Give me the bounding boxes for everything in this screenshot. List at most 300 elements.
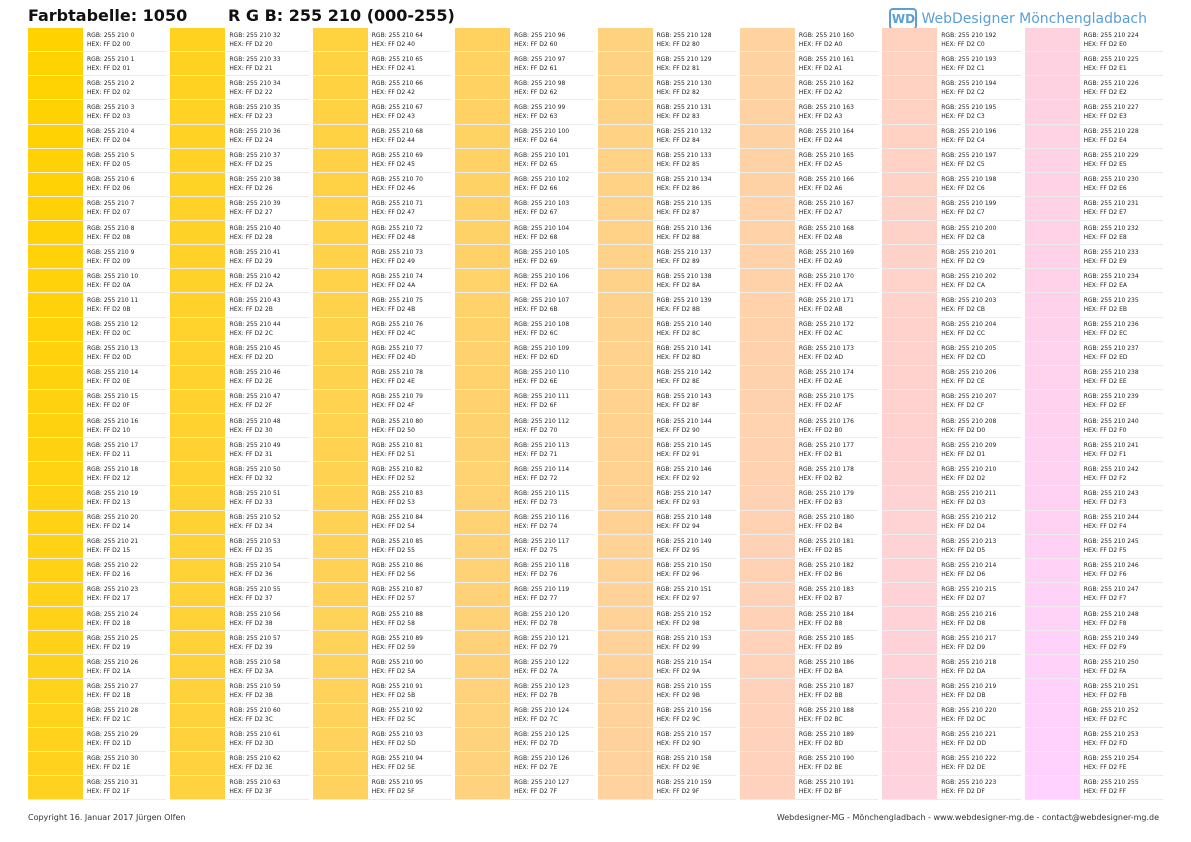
color-swatch [170, 245, 225, 268]
color-entry [313, 607, 451, 631]
color-entry [598, 28, 736, 52]
hex-value: HEX: FF D2 17 [87, 595, 131, 603]
rgb-value: RGB: 255 210 50 [229, 465, 281, 473]
rgb-value: RGB: 255 210 234 [1083, 272, 1139, 280]
color-swatch [882, 366, 937, 389]
hex-value: HEX: FF D2 2F [229, 402, 273, 410]
color-entry [1025, 776, 1163, 800]
hex-value: HEX: FF D2 72 [514, 474, 558, 482]
color-entry [740, 245, 878, 269]
color-swatch [170, 607, 225, 630]
hex-value: HEX: FF D2 03 [87, 112, 131, 120]
color-entry [882, 438, 1020, 462]
color-entry [882, 28, 1020, 52]
hex-value: HEX: FF D2 A3 [798, 112, 843, 120]
rgb-value: RGB: 255 210 214 [941, 562, 997, 570]
hex-value: HEX: FF D2 30 [229, 426, 273, 434]
color-swatch [882, 125, 937, 148]
rgb-value: RGB: 255 210 155 [656, 682, 712, 690]
hex-value: HEX: FF D2 40 [371, 40, 415, 48]
color-entry [740, 511, 878, 535]
color-swatch [455, 414, 510, 437]
rgb-value: RGB: 255 210 117 [514, 538, 570, 546]
hex-value: HEX: FF D2 47 [371, 209, 415, 217]
hex-value: HEX: FF D2 13 [87, 498, 131, 506]
color-entry [455, 76, 593, 100]
hex-value: HEX: FF D2 D5 [941, 547, 986, 555]
hex-value: HEX: FF D2 DF [941, 788, 985, 796]
hex-value: HEX: FF D2 B0 [798, 426, 843, 434]
color-swatch [313, 583, 368, 606]
rgb-value: RGB: 255 210 88 [371, 610, 423, 618]
rgb-value: RGB: 255 210 220 [941, 707, 997, 715]
hex-value: HEX: FF D2 C7 [941, 209, 985, 217]
color-entry [1025, 125, 1163, 149]
color-swatch [598, 607, 653, 630]
color-entry [740, 269, 878, 293]
color-swatch [170, 100, 225, 123]
rgb-value: RGB: 255 210 226 [1083, 79, 1139, 87]
rgb-value: RGB: 255 210 2 [87, 79, 135, 87]
color-swatch [598, 776, 653, 799]
color-entry [740, 752, 878, 776]
hex-value: HEX: FF D2 B4 [798, 523, 843, 531]
color-entry [882, 197, 1020, 221]
rgb-value: RGB: 255 210 159 [656, 779, 712, 787]
rgb-value: RGB: 255 210 6 [87, 176, 135, 184]
hex-value: HEX: FF D2 9E [656, 764, 700, 772]
color-swatch [28, 655, 83, 678]
color-swatch [598, 197, 653, 220]
color-entry [1025, 535, 1163, 559]
hex-value: HEX: FF D2 35 [229, 547, 273, 555]
rgb-value: RGB: 255 210 19 [87, 489, 139, 497]
color-entry [1025, 197, 1163, 221]
hex-value: HEX: FF D2 3D [229, 740, 274, 748]
color-entry [313, 631, 451, 655]
rgb-value: RGB: 255 210 250 [1083, 658, 1139, 666]
color-entry [1025, 728, 1163, 752]
color-swatch [28, 149, 83, 172]
hex-value: HEX: FF D2 AF [798, 402, 842, 410]
hex-value: HEX: FF D2 A6 [798, 185, 843, 193]
color-swatch [455, 559, 510, 582]
color-entry [28, 245, 166, 269]
rgb-value: RGB: 255 210 22 [87, 562, 139, 570]
rgb-value: RGB: 255 210 225 [1083, 55, 1139, 63]
color-swatch [598, 100, 653, 123]
rgb-value: RGB: 255 210 239 [1083, 393, 1139, 401]
rgb-value: RGB: 255 210 222 [941, 755, 997, 763]
color-entry [28, 631, 166, 655]
rgb-value: RGB: 255 210 243 [1083, 489, 1139, 497]
rgb-value: RGB: 255 210 8 [87, 224, 135, 232]
hex-value: HEX: FF D2 6C [514, 330, 558, 338]
color-entry [313, 752, 451, 776]
color-swatch [740, 414, 795, 437]
hex-value: HEX: FF D2 5D [371, 740, 416, 748]
color-entry [740, 197, 878, 221]
color-swatch [740, 293, 795, 316]
rgb-value: RGB: 255 210 240 [1083, 417, 1139, 425]
color-entry [598, 511, 736, 535]
color-entry [28, 486, 166, 510]
color-swatch [455, 704, 510, 727]
color-entry [28, 679, 166, 703]
color-column [1025, 28, 1163, 800]
color-swatch [313, 76, 368, 99]
color-swatch [1025, 173, 1080, 196]
rgb-value: RGB: 255 210 174 [798, 369, 854, 377]
hex-value: HEX: FF D2 D8 [941, 619, 986, 627]
color-swatch [740, 318, 795, 341]
hex-value: HEX: FF D2 3C [229, 716, 273, 724]
color-entry [170, 125, 308, 149]
hex-value: HEX: FF D2 ED [1083, 354, 1128, 362]
color-entry [313, 655, 451, 679]
hex-value: HEX: FF D2 F7 [1083, 595, 1127, 603]
color-swatch [598, 52, 653, 75]
color-swatch [170, 390, 225, 413]
color-entry [455, 631, 593, 655]
hex-value: HEX: FF D2 C9 [941, 257, 985, 265]
rgb-value: RGB: 255 210 70 [371, 176, 423, 184]
hex-value: HEX: FF D2 1F [87, 788, 130, 796]
rgb-value: RGB: 255 210 151 [656, 586, 712, 594]
rgb-value: RGB: 255 210 96 [514, 31, 566, 39]
hex-value: HEX: FF D2 5F [371, 788, 415, 796]
color-swatch [170, 776, 225, 799]
hex-value: HEX: FF D2 02 [87, 88, 131, 96]
color-swatch [1025, 752, 1080, 775]
hex-value: HEX: FF D2 D3 [941, 498, 986, 506]
rgb-value: RGB: 255 210 4 [87, 128, 135, 136]
color-entry [1025, 511, 1163, 535]
rgb-value: RGB: 255 210 177 [798, 441, 854, 449]
hex-value: HEX: FF D2 14 [87, 523, 131, 531]
rgb-value: RGB: 255 210 165 [798, 152, 854, 160]
rgb-value: RGB: 255 210 104 [514, 224, 570, 232]
color-swatch [598, 245, 653, 268]
color-swatch [455, 173, 510, 196]
color-entry [1025, 607, 1163, 631]
color-entry [1025, 655, 1163, 679]
hex-value: HEX: FF D2 56 [371, 571, 415, 579]
color-entry [28, 125, 166, 149]
color-column [455, 28, 593, 800]
color-entry [313, 173, 451, 197]
color-swatch [598, 318, 653, 341]
rgb-value: RGB: 255 210 194 [941, 79, 997, 87]
color-entry [28, 221, 166, 245]
color-entry [455, 583, 593, 607]
hex-value: HEX: FF D2 7B [514, 691, 558, 699]
color-swatch [1025, 366, 1080, 389]
hex-value: HEX: FF D2 F2 [1083, 474, 1127, 482]
hex-value: HEX: FF D2 FD [1083, 740, 1128, 748]
color-entry [170, 607, 308, 631]
color-entry [313, 342, 451, 366]
color-swatch [882, 76, 937, 99]
rgb-value: RGB: 255 210 138 [656, 272, 712, 280]
color-swatch [598, 535, 653, 558]
rgb-value: RGB: 255 210 152 [656, 610, 712, 618]
color-swatch [598, 173, 653, 196]
color-entry [170, 776, 308, 800]
color-entry [170, 679, 308, 703]
rgb-value: RGB: 255 210 200 [941, 224, 997, 232]
color-swatch [598, 149, 653, 172]
color-swatch [455, 100, 510, 123]
rgb-value: RGB: 255 210 216 [941, 610, 997, 618]
hex-value: HEX: FF D2 48 [371, 233, 415, 241]
color-swatch [455, 607, 510, 630]
rgb-value: RGB: 255 210 37 [229, 152, 281, 160]
color-entry [455, 390, 593, 414]
color-swatch [882, 149, 937, 172]
color-entry [1025, 269, 1163, 293]
color-entry [740, 149, 878, 173]
color-entry [598, 583, 736, 607]
rgb-value: RGB: 255 210 99 [514, 103, 566, 111]
hex-value: HEX: FF D2 E1 [1083, 64, 1127, 72]
color-swatch [882, 197, 937, 220]
color-swatch [882, 293, 937, 316]
rgb-value: RGB: 255 210 77 [371, 345, 423, 353]
color-swatch [882, 704, 937, 727]
rgb-value: RGB: 255 210 196 [941, 128, 997, 136]
color-swatch [1025, 655, 1080, 678]
footer-credits: Webdesigner-MG - Mönchengladbach - www.webdesigner-mg.de - contact@webdesigner-mg.de [776, 813, 1159, 822]
logo-mark-icon: WD [889, 8, 917, 30]
hex-value: HEX: FF D2 4A [371, 281, 416, 289]
color-swatch [28, 462, 83, 485]
color-entry [740, 679, 878, 703]
rgb-value: RGB: 255 210 64 [371, 31, 423, 39]
rgb-value: RGB: 255 210 67 [371, 103, 423, 111]
rgb-value: RGB: 255 210 66 [371, 79, 423, 87]
hex-value: HEX: FF D2 B7 [798, 595, 843, 603]
rgb-value: RGB: 255 210 81 [371, 441, 423, 449]
hex-value: HEX: FF D2 50 [371, 426, 415, 434]
hex-value: HEX: FF D2 61 [514, 64, 558, 72]
color-entry [1025, 342, 1163, 366]
hex-value: HEX: FF D2 A7 [798, 209, 843, 217]
rgb-value: RGB: 255 210 255 [1083, 779, 1139, 787]
hex-value: HEX: FF D2 3A [229, 667, 273, 675]
rgb-value: RGB: 255 210 53 [229, 538, 281, 546]
hex-value: HEX: FF D2 DE [941, 764, 986, 772]
rgb-value: RGB: 255 210 129 [656, 55, 712, 63]
color-entry [740, 173, 878, 197]
color-entry [170, 462, 308, 486]
color-swatch [313, 197, 368, 220]
color-column [170, 28, 308, 800]
rgb-value: RGB: 255 210 224 [1083, 31, 1139, 39]
color-column [313, 28, 451, 800]
rgb-value: RGB: 255 210 116 [514, 514, 570, 522]
color-swatch [1025, 342, 1080, 365]
rgb-value: RGB: 255 210 41 [229, 248, 281, 256]
rgb-value: RGB: 255 210 210 [941, 465, 997, 473]
hex-value: HEX: FF D2 EE [1083, 378, 1127, 386]
rgb-value: RGB: 255 210 170 [798, 272, 854, 280]
hex-value: HEX: FF D2 1D [87, 740, 131, 748]
rgb-value: RGB: 255 210 49 [229, 441, 281, 449]
rgb-value: RGB: 255 210 157 [656, 731, 712, 739]
color-swatch [170, 342, 225, 365]
logo-text: WebDesigner Mönchengladbach [921, 11, 1147, 27]
color-swatch [170, 704, 225, 727]
color-entry [740, 631, 878, 655]
hex-value: HEX: FF D2 60 [514, 40, 558, 48]
rgb-value: RGB: 255 210 30 [87, 755, 139, 763]
rgb-value: RGB: 255 210 33 [229, 55, 281, 63]
color-entry [882, 559, 1020, 583]
hex-value: HEX: FF D2 4B [371, 305, 416, 313]
color-entry [740, 414, 878, 438]
color-entry [1025, 173, 1163, 197]
page-title: Farbtabelle: 1050 [28, 6, 188, 25]
color-swatch [28, 366, 83, 389]
color-entry [455, 269, 593, 293]
color-entry [740, 776, 878, 800]
color-swatch [882, 245, 937, 268]
color-entry [740, 318, 878, 342]
hex-value: HEX: FF D2 45 [371, 161, 415, 169]
color-swatch [598, 655, 653, 678]
hex-value: HEX: FF D2 95 [656, 547, 700, 555]
color-swatch [313, 704, 368, 727]
rgb-value: RGB: 255 210 87 [371, 586, 423, 594]
color-entry [740, 728, 878, 752]
color-entry [882, 486, 1020, 510]
color-swatch [1025, 631, 1080, 654]
hex-value: HEX: FF D2 B3 [798, 498, 843, 506]
color-swatch [313, 414, 368, 437]
hex-value: HEX: FF D2 83 [656, 112, 700, 120]
rgb-value: RGB: 255 210 5 [87, 152, 135, 160]
color-swatch [598, 752, 653, 775]
color-entry [313, 28, 451, 52]
hex-value: HEX: FF D2 B9 [798, 643, 843, 651]
color-swatch [455, 728, 510, 751]
color-entry [598, 728, 736, 752]
color-swatch [170, 414, 225, 437]
color-swatch [598, 486, 653, 509]
rgb-value: RGB: 255 210 251 [1083, 682, 1139, 690]
hex-value: HEX: FF D2 44 [371, 137, 415, 145]
color-entry [455, 752, 593, 776]
color-swatch [455, 293, 510, 316]
hex-value: HEX: FF D2 D4 [941, 523, 986, 531]
rgb-value: RGB: 255 210 150 [656, 562, 712, 570]
hex-value: HEX: FF D2 87 [656, 209, 700, 217]
hex-value: HEX: FF D2 EA [1083, 281, 1128, 289]
color-swatch [28, 269, 83, 292]
rgb-value: RGB: 255 210 133 [656, 152, 712, 160]
rgb-value: RGB: 255 210 118 [514, 562, 570, 570]
color-entry [598, 269, 736, 293]
color-swatch [1025, 704, 1080, 727]
rgb-value: RGB: 255 210 98 [514, 79, 566, 87]
color-swatch [740, 173, 795, 196]
color-entry [598, 390, 736, 414]
color-entry [598, 414, 736, 438]
color-entry [313, 318, 451, 342]
hex-value: HEX: FF D2 DB [941, 691, 986, 699]
color-swatch [740, 655, 795, 678]
color-entry [313, 559, 451, 583]
hex-value: HEX: FF D2 F1 [1083, 450, 1127, 458]
color-entry [740, 438, 878, 462]
hex-value: HEX: FF D2 71 [514, 450, 558, 458]
rgb-value: RGB: 255 210 208 [941, 417, 997, 425]
hex-value: HEX: FF D2 33 [229, 498, 273, 506]
color-entry [28, 704, 166, 728]
color-swatch [455, 221, 510, 244]
rgb-value: RGB: 255 210 97 [514, 55, 566, 63]
rgb-value: RGB: 255 210 11 [87, 296, 139, 304]
color-entry [1025, 438, 1163, 462]
rgb-value: RGB: 255 210 147 [656, 489, 712, 497]
color-swatch [740, 728, 795, 751]
color-swatch [170, 125, 225, 148]
hex-value: HEX: FF D2 DA [941, 667, 986, 675]
rgb-value: RGB: 255 210 39 [229, 200, 281, 208]
hex-value: HEX: FF D2 64 [514, 137, 558, 145]
color-swatch [170, 293, 225, 316]
rgb-value: RGB: 255 210 110 [514, 369, 570, 377]
color-swatch [455, 462, 510, 485]
hex-value: HEX: FF D2 78 [514, 619, 558, 627]
color-entry [598, 245, 736, 269]
rgb-value: RGB: 255 210 71 [371, 200, 423, 208]
hex-value: HEX: FF D2 19 [87, 643, 131, 651]
color-swatch [598, 390, 653, 413]
rgb-value: RGB: 255 210 149 [656, 538, 712, 546]
hex-value: HEX: FF D2 C2 [941, 88, 985, 96]
rgb-value: RGB: 255 210 113 [514, 441, 570, 449]
rgb-value: RGB: 255 210 123 [514, 682, 570, 690]
color-swatch [882, 462, 937, 485]
hex-value: HEX: FF D2 DD [941, 740, 986, 748]
rgb-value: RGB: 255 210 182 [798, 562, 854, 570]
hex-value: HEX: FF D2 AC [798, 330, 843, 338]
color-entry [882, 100, 1020, 124]
rgb-value: RGB: 255 210 160 [798, 31, 854, 39]
rgb-value: RGB: 255 210 17 [87, 441, 139, 449]
hex-value: HEX: FF D2 73 [514, 498, 558, 506]
color-entry [170, 221, 308, 245]
hex-value: HEX: FF D2 C5 [941, 161, 985, 169]
rgb-value: RGB: 255 210 89 [371, 634, 423, 642]
hex-value: HEX: FF D2 15 [87, 547, 131, 555]
copyright-note: Copyright 16. Januar 2017 Jürgen Olfen [28, 813, 186, 822]
color-swatch [740, 511, 795, 534]
hex-value: HEX: FF D2 E4 [1083, 137, 1127, 145]
rgb-value: RGB: 255 210 246 [1083, 562, 1139, 570]
color-entry [598, 52, 736, 76]
hex-value: HEX: FF D2 D1 [941, 450, 986, 458]
color-entry [28, 318, 166, 342]
color-entry [28, 583, 166, 607]
color-entry [455, 679, 593, 703]
hex-value: HEX: FF D2 FB [1083, 691, 1127, 699]
hex-value: HEX: FF D2 B2 [798, 474, 843, 482]
color-entry [1025, 245, 1163, 269]
hex-value: HEX: FF D2 23 [229, 112, 273, 120]
